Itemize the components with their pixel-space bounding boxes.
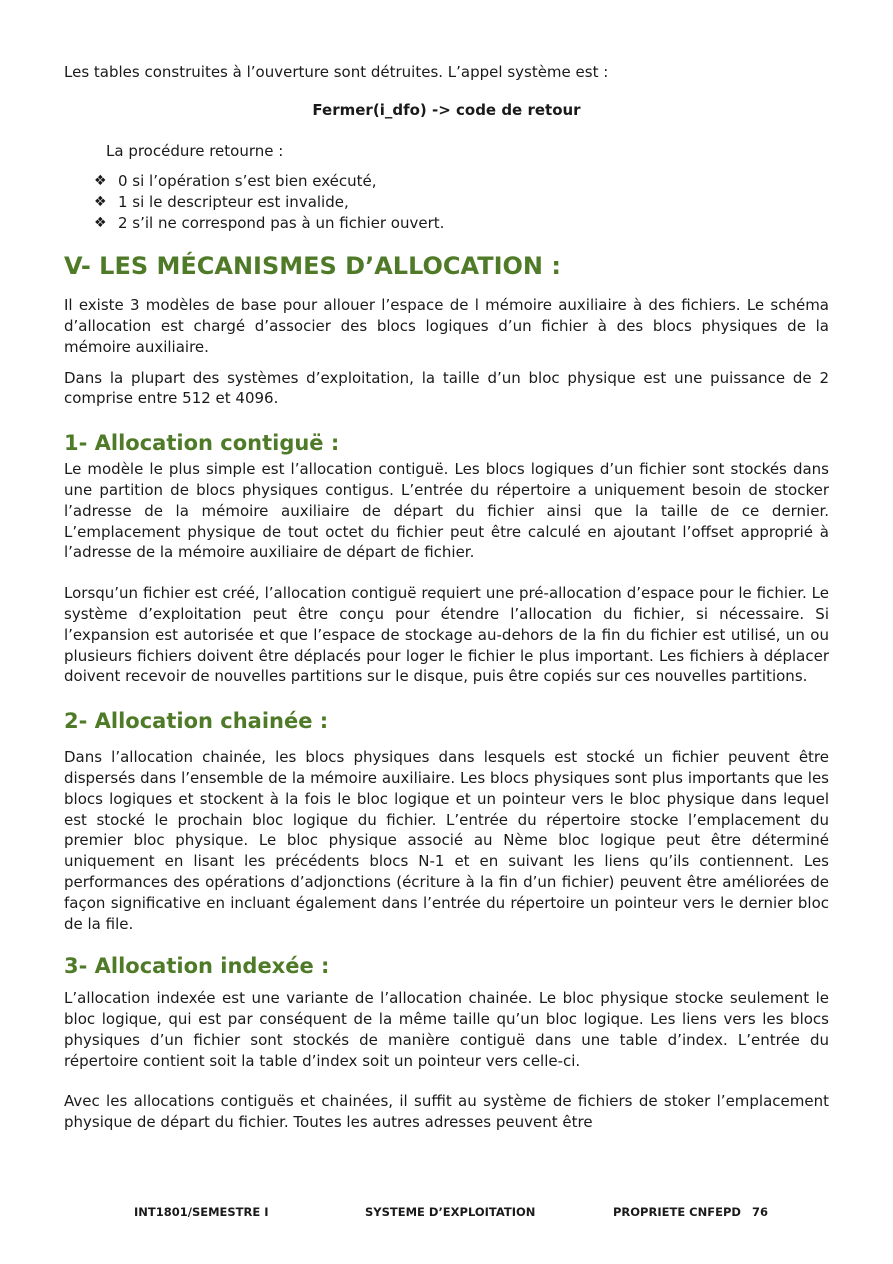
list-item: ❖ 1 si le descripteur est invalide, — [94, 192, 349, 211]
call-signature: Fermer(i_dfo) -> code de retour — [312, 100, 581, 119]
section-heading: V- LES MÉCANISMES D’ALLOCATION : — [64, 252, 561, 281]
footer-owner: PROPRIETE CNFEPD — [613, 1205, 741, 1219]
paragraph: Lorsqu’un fichier est créé, l’allocation contiguë requiert une pré-allocation d’espace pour le fichier. Le système d’exploitation peut être conçu pour étendre l’allocation du fichier, si nécessaire. Si l’expansion est autorisée et que l’espace de stockage au-dehors de la fin du fichier est utilisé, un ou plusieurs fichiers doivent être déplacés pour loger le fichier le plus important. Les fichiers à déplacer doivent recevoir de nouvelles partitions sur le disque, puis être copiés sur ces nouvelles partitions. — [64, 584, 829, 686]
paragraph: Dans la plupart des systèmes d’exploitation, la taille d’un bloc physique est une puissance de 2 comprise entre 512 et 4096. — [64, 368, 829, 408]
intro-line: Les tables construites à l’ouverture sont détruites. L’appel système est : — [64, 63, 609, 81]
list-item: ❖ 0 si l’opération s’est bien exécuté, — [94, 172, 377, 191]
document-page — [64, 62, 829, 1133]
diamond-bullet-icon: ❖ — [94, 214, 107, 231]
subsection-heading: 3- Allocation indexée : — [64, 954, 330, 979]
return-codes-list — [64, 171, 829, 233]
footer-course: INT1801/SEMESTRE I — [134, 1205, 269, 1219]
page-number: 76 — [752, 1205, 769, 1219]
footer-subject: SYSTEME D’EXPLOITATION — [365, 1205, 536, 1219]
paragraph: Le modèle le plus simple est l’allocation contiguë. Les blocs logiques d’un fichier sont stockés dans une partition de blocs physiques contigus. L’entrée du répertoire a uniquement besoin de stocker l’adresse de la mémoire auxiliaire de départ du fichier ainsi que la taille de ce dernier. L’emplacement physique de tout octet du fichier peut être calculé en ajoutant l’offset approprié à l’adresse de la mémoire auxiliaire de départ de fichier. — [64, 460, 829, 562]
procedure-label: La procédure retourne : — [106, 141, 284, 160]
diamond-bullet-icon: ❖ — [94, 173, 107, 190]
paragraph: Il existe 3 modèles de base pour allouer l’espace de l mémoire auxiliaire à des fichiers. Le schéma d’allocation est chargé d’associer des blocs logiques d’un fichier à des blocs physiques de la mémoire auxiliaire. — [64, 296, 829, 356]
paragraph: L’allocation indexée est une variante de l’allocation chainée. Le bloc physique stocke seulement le bloc logique, qui est par conséquent de la même taille qu’un bloc logique. Les liens vers les blocs physiques d’un fichier sont stockés de manière contiguë dans une table d’index. L’entrée du répertoire contient soit la table d’index soit un pointeur vers celle-ci. — [64, 989, 829, 1070]
list-item: ❖ 2 s’il ne correspond pas à un fichier ouvert. — [94, 213, 445, 232]
subsection-heading: 1- Allocation contiguë : — [64, 431, 340, 456]
diamond-bullet-icon: ❖ — [94, 193, 107, 210]
paragraph: Avec les allocations contiguës et chainées, il suffit au système de fichiers de stoker l’emplacement physique de départ du fichier. Toutes les autres adresses peuvent être — [64, 1092, 829, 1132]
paragraph: Dans l’allocation chainée, les blocs physiques dans lesquels est stocké un fichier peuvent être dispersés dans l’ensemble de la mémoire auxiliaire. Les blocs physiques sont plus importants que les blocs logiques et stockent à la fois le bloc logique et un pointeur vers le bloc physique dans lequel est stocké le prochain bloc logique du fichier. L’entrée du répertoire stocke l’emplacement du premier bloc physique. Le bloc physique associé au Nème bloc logique peut être déterminé uniquement en lisant les précédents blocs N-1 et en suivant les liens qu’ils contiennent. Les performances des opérations d’adjonctions (écriture à la fin d’un fichier) peuvent être améliorées de façon significative en incluant également dans l’entrée du répertoire un pointeur vers le dernier bloc de la file. — [64, 748, 829, 933]
subsection-heading: 2- Allocation chainée : — [64, 709, 329, 734]
